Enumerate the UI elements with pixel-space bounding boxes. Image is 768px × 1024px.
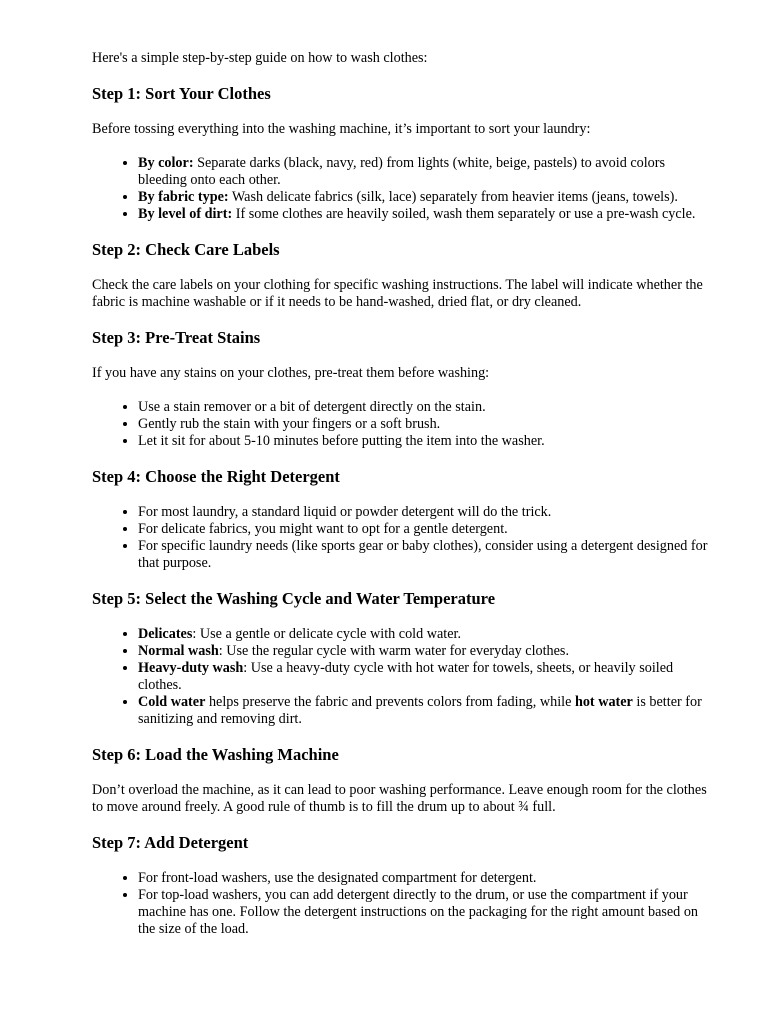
step-6-heading: Step 6: Load the Washing Machine: [92, 745, 339, 764]
list-item-bold: By fabric type:: [138, 189, 229, 205]
list-item: [138, 155, 708, 189]
list-item: • For front-load washers, use the designated compartment for detergent.: [138, 870, 708, 887]
step-3-paragraph: If you have any stains on your clothes, pre-treat them before washing:: [92, 365, 490, 381]
step-2-paragraph: Check the care labels on your clothing for specific washing instructions. The label will indicate whether the fabric is machine washable or if it needs to be hand-washed, dried flat, or dry cleaned.: [92, 277, 703, 310]
list-item: • Let it sit for about 5-10 minutes before putting the item into the washer.: [138, 433, 708, 450]
list-item: [138, 189, 708, 206]
list-item-bold: Delicates: [138, 626, 193, 642]
step-7-list: [92, 870, 708, 938]
list-item-bold: By color:: [138, 155, 194, 171]
list-item: • For delicate fabrics, you might want to opt for a gentle detergent.: [138, 521, 708, 538]
step-1-list: [92, 155, 708, 223]
list-item-text: Separate darks (black, navy, red) from lights (white, beige, pastels) to avoid colors bleeding onto each other.: [138, 155, 666, 188]
list-item: • For specific laundry needs (like sports gear or baby clothes), consider using a detergent designed for that purpose.: [138, 538, 708, 572]
list-item-bold: By level of dirt:: [138, 206, 233, 222]
list-item-text: : Use a heavy-duty cycle with hot water for towels, sheets, or heavily soiled clothes.: [138, 660, 674, 693]
list-item: • Use a stain remover or a bit of detergent directly on the stain.: [138, 399, 708, 416]
step-3-list: [92, 399, 708, 450]
intro-text: Here's a simple step-by-step guide on how to wash clothes:: [92, 50, 428, 66]
list-item-text: is better for sanitizing and removing dirt.: [138, 694, 702, 727]
list-item-bold: hot water: [574, 694, 633, 710]
step-1-heading: Step 1: Sort Your Clothes: [92, 84, 271, 103]
step-4-heading: Step 4: Choose the Right Detergent: [92, 467, 340, 486]
list-item: [138, 694, 708, 728]
list-item-text: If some clothes are heavily soiled, wash them separately or use a pre-wash cycle.: [232, 206, 696, 222]
list-item-text: helps preserve the fabric and prevents colors from fading, while: [205, 694, 575, 710]
list-item: [138, 660, 708, 694]
list-item: [138, 206, 708, 223]
list-item-text: : Use the regular cycle with warm water for everyday clothes.: [218, 643, 570, 659]
step-5-list: [92, 626, 708, 728]
step-3-heading: Step 3: Pre-Treat Stains: [92, 328, 261, 347]
step-6-paragraph: Don’t overload the machine, as it can lead to poor washing performance. Leave enough room for the clothes to move around freely. A good rule of thumb is to fill the drum up to about ¾ full.: [92, 782, 707, 815]
list-item-text: : Use a gentle or delicate cycle with cold water.: [192, 626, 462, 642]
list-item: • For most laundry, a standard liquid or powder detergent will do the trick.: [138, 504, 708, 521]
step-5-heading: Step 5: Select the Washing Cycle and Water Temperature: [92, 589, 496, 608]
list-item: • For top-load washers, you can add detergent directly to the drum, or use the compartment if your machine has one. Follow the detergent instructions on the packaging for the right amount based on the size of the load.: [138, 887, 708, 938]
list-item-bold: Cold water: [138, 694, 206, 710]
list-item-bold: Normal wash: [138, 643, 219, 659]
step-4-list: [92, 504, 708, 572]
list-item: [138, 626, 708, 643]
step-7-heading: Step 7: Add Detergent: [92, 833, 249, 852]
list-item-text: Wash delicate fabrics (silk, lace) separately from heavier items (jeans, towels).: [228, 189, 678, 205]
list-item: • Gently rub the stain with your fingers or a soft brush.: [138, 416, 708, 433]
list-item-bold: Heavy-duty wash: [138, 660, 244, 676]
list-item: [138, 643, 708, 660]
step-1-paragraph: Before tossing everything into the washing machine, it’s important to sort your laundry:: [92, 121, 591, 137]
step-2-heading: Step 2: Check Care Labels: [92, 240, 280, 259]
